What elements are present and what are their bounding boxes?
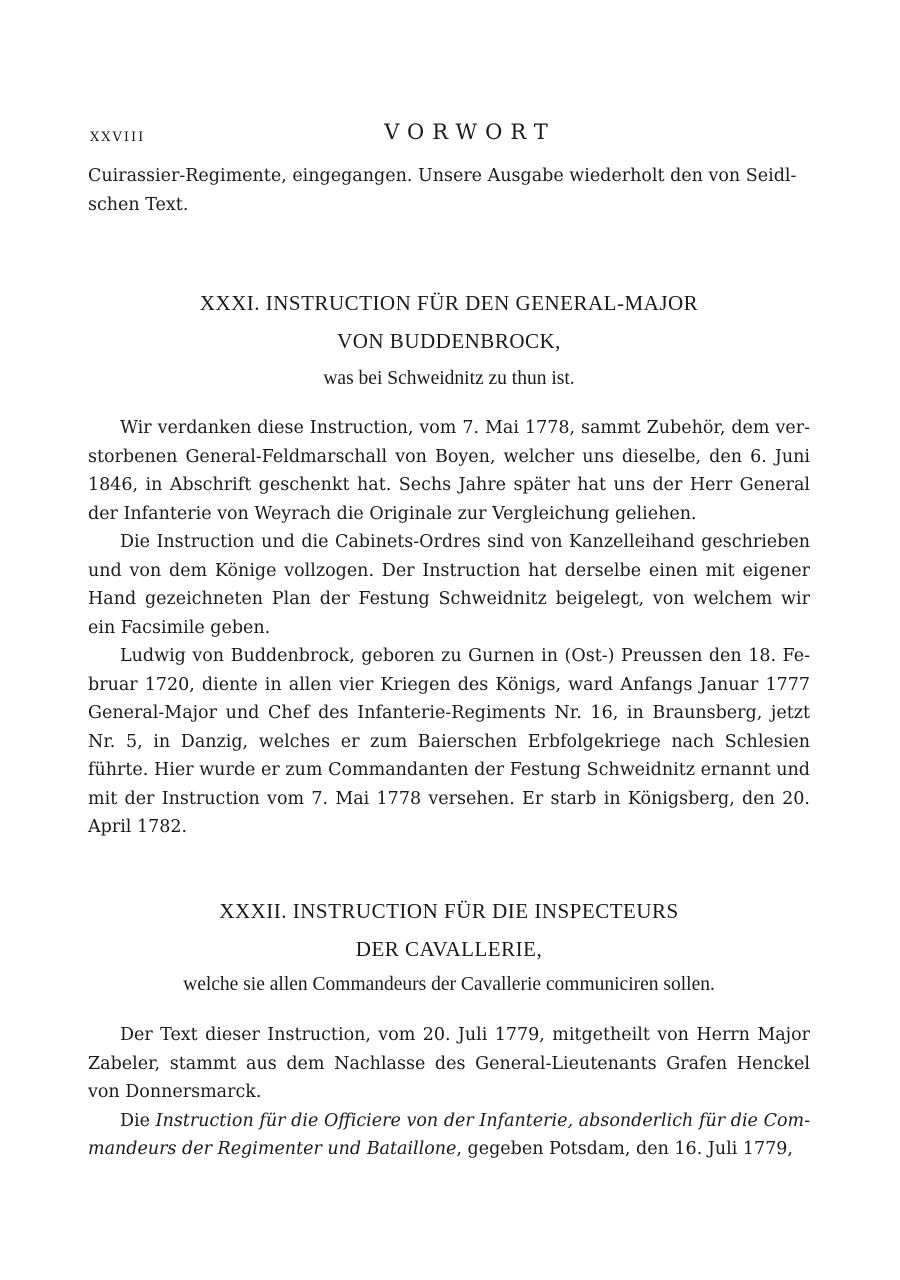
section-32-subtitle: welche sie allen Commandeurs der Cavallerie communiciren sollen. [183,974,715,995]
para-start: Die [120,1110,156,1131]
section-31-subtitle: was bei Schweidnitz zu thun ist. [323,368,575,389]
section-32-paragraph: Der Text dieser Instruction, vom 20. Juli 1779, mitgetheilt von Herrn Major Zabeler, stammt aus dem Nachlasse des General-Lieutenants Grafen Henckel von Donnersmarck. [88,1025,810,1102]
section-31-paragraph: Wir verdanken diese Instruction, vom 7. Mai 1778, sammt Zubehör, dem ver-storbenen General-Feldmarschall von Boyen, welcher uns dieselbe, den 6. Juni 1846, in Abschrift geschenkt hat. Sechs Jahre später hat uns der Herr General der Infanterie von Weyrach die Originale zur Vergleichung geliehen. [88,418,810,524]
section-31-body [88,414,810,842]
running-title: VORWORT [384,120,556,144]
section-31-paragraph: Ludwig von Buddenbrock, geboren zu Gurnen in (Ost-) Preussen den 18. Fe-bruar 1720, diente in allen vier Kriegen des Königs, ward Anfangs Januar 1777 General-Major und Chef des Infanterie-Regiments Nr. 16, in Braunsberg, jetzt Nr. 5, in Danzig, welches er zum Baierschen Erbfolgekriege nach Schlesien führte. Hier wurde er zum Commandanten der Festung Schweidnitz ernannt und mit der Instruction vom 7. Mai 1778 versehen. Er starb in Königsberg, den 20. April 1782. [88,646,810,837]
intro-line-1: Cuirassier-Regimente, eingegangen. Unsere Ausgabe wiederholt den von Seidl- [88,166,797,186]
section-32-title [88,892,810,968]
para-end: , gegeben Potsdam, den 16. Juli 1779, [456,1139,793,1159]
section-32-body [88,1021,810,1164]
intro-line [88,162,810,219]
page-number: XXVIII [90,130,146,145]
section-31-paragraph: Die Instruction und die Cabinets-Ordres sind von Kanzelleihand geschrieben und von dem Könige vollzogen. Der Instruction hat derselbe einen mit eigener Hand gezeichneten Plan der Festung Schweidnitz beigelegt, von welchem wir ein Facsimile geben. [88,532,810,638]
intro-text [88,162,810,219]
section-31-title-line-1: XXXI. INSTRUCTION FÜR DEN GENERAL-MAJOR [199,291,699,315]
section-32-title-line-2: DER CAVALLERIE, [355,937,543,961]
section-32-paragraph [88,1107,810,1164]
instruction-title-italic: Instruction für die Officiere von der Infanterie, absonderlich für die Com-mandeurs der Regimenter und Bataillone [88,1110,811,1159]
section-31-title [88,284,810,360]
section-32-title-line-1: XXXII. INSTRUCTION FÜR DIE INSPECTEURS [219,899,679,923]
section-31-title-line-2: VON BUDDENBROCK, [337,329,561,353]
intro-line-2: schen Text. [88,194,189,215]
